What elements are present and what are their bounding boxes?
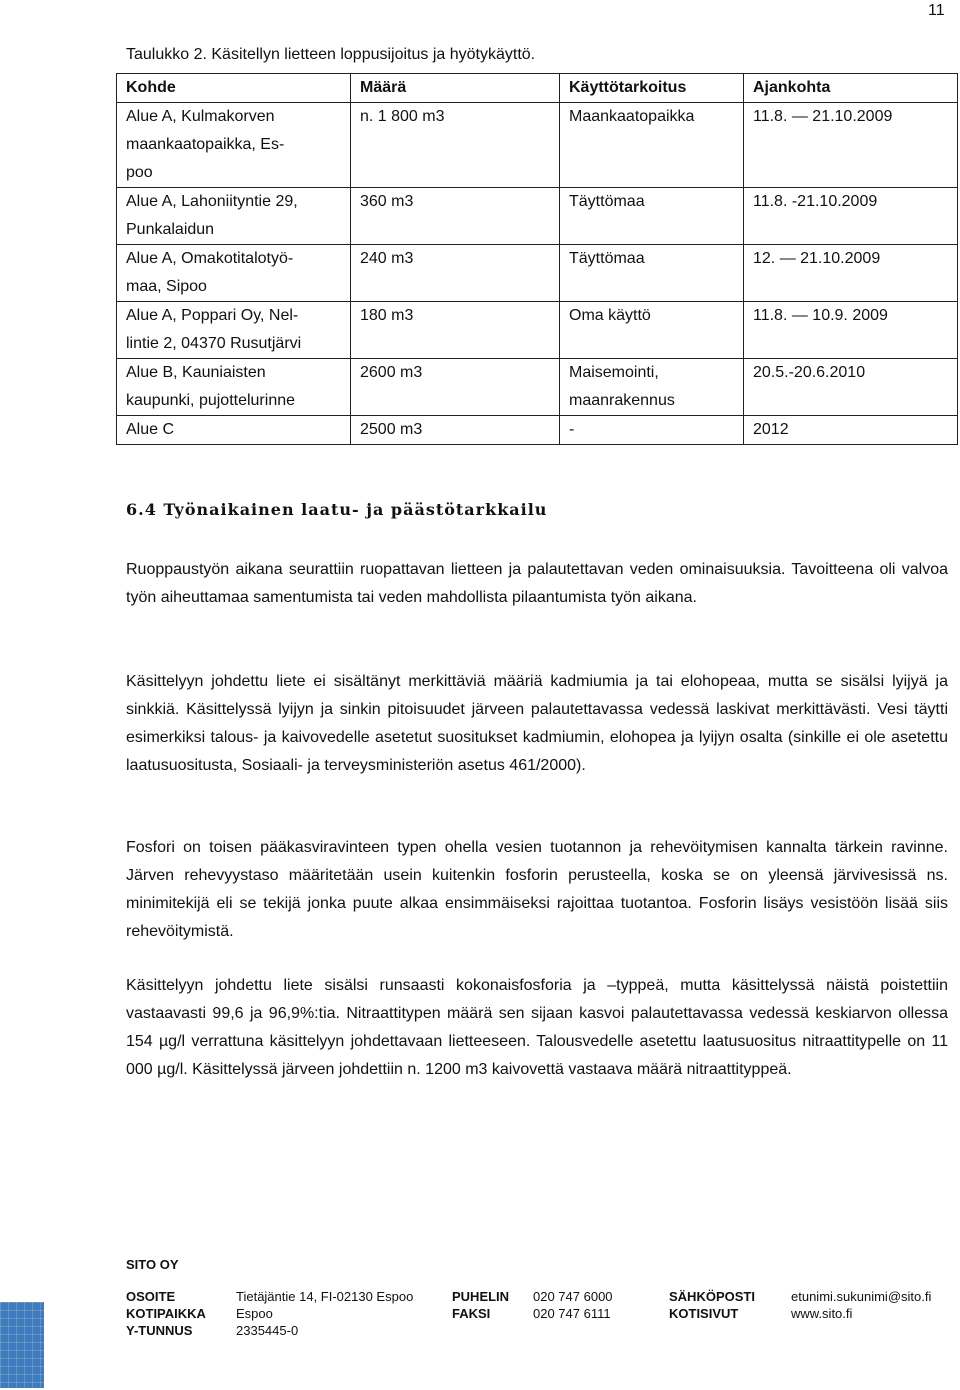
cell-kaytto	[560, 359, 744, 416]
cell-kohde	[117, 103, 351, 188]
header-maara: Määrä	[351, 74, 560, 103]
cell-line: maankaatopaikka, Es-	[126, 136, 285, 153]
cell-maara: 2500 m3	[351, 416, 560, 445]
cell-line: Alue B, Kauniaisten	[126, 364, 266, 381]
cell-line: Maisemointi,	[569, 364, 659, 381]
cell-ajankohta: 11.8. -21.10.2009	[744, 188, 958, 245]
table-row	[117, 245, 958, 302]
table-header-row	[117, 74, 958, 103]
footer-label: OSOITE	[126, 1289, 176, 1304]
cell-line: Alue A, Kulmakorven	[126, 108, 275, 125]
footer-labels-phone	[452, 1288, 509, 1322]
footer-fax: 020 747 6111	[533, 1306, 611, 1321]
cell-line: Alue A, Poppari Oy, Nel-	[126, 307, 299, 324]
cell-kaytto: -	[560, 416, 744, 445]
cell-kohde	[117, 359, 351, 416]
footer-address: Tietäjäntie 14, FI-02130 Espoo	[236, 1289, 414, 1304]
cell-line: maanrakennus	[569, 392, 675, 409]
cell-ajankohta: 2012	[744, 416, 958, 445]
section-heading: 6.4 Työnaikainen laatu- ja päästötarkkailu	[126, 500, 548, 519]
cell-line: Punkalaidun	[126, 221, 215, 238]
cell-line: poo	[126, 164, 153, 181]
page-number: 11	[928, 2, 945, 19]
cell-ajankohta: 11.8. — 10.9. 2009	[744, 302, 958, 359]
cell-line: maa, Sipoo	[126, 278, 207, 295]
cell-line: Alue A, Lahoniityntie 29,	[126, 193, 298, 210]
cell-line: Alue A, Omakotitalotyö-	[126, 250, 294, 267]
cell-kohde	[117, 188, 351, 245]
footer-logo-graphic	[0, 1302, 44, 1388]
table-row	[117, 416, 958, 445]
table-row	[117, 188, 958, 245]
footer-values-phone	[533, 1288, 613, 1322]
header-ajankohta: Ajankohta	[744, 74, 958, 103]
sludge-disposal-table	[116, 73, 958, 445]
footer-label: FAKSI	[452, 1306, 491, 1321]
cell-kaytto: Maankaatopaikka	[560, 103, 744, 188]
table-row	[117, 103, 958, 188]
cell-kaytto: Täyttömaa	[560, 245, 744, 302]
header-kayttotarkoitus: Käyttötarkoitus	[560, 74, 744, 103]
cell-maara: 360 m3	[351, 188, 560, 245]
cell-ajankohta: 20.5.-20.6.2010	[744, 359, 958, 416]
paragraph: Ruoppaustyön aikana seurattiin ruopattavan lietteen ja palautettavan veden ominaisuuksia. Tavoitteena oli valvoa työn aiheuttamaa samentumista tai veden mahdollista pilaantumista työn aikana.	[126, 561, 948, 606]
table-row	[117, 359, 958, 416]
cell-ajankohta: 11.8. — 21.10.2009	[744, 103, 958, 188]
footer-label: Y-TUNNUS	[126, 1323, 193, 1338]
footer-label: KOTISIVUT	[669, 1306, 739, 1321]
paragraph: Käsittelyyn johdettu liete sisälsi runsaasti kokonaisfosforia ja –typpeä, mutta käsittelyssä näistä poistettiin vastaavasti 99,6 ja 96,9%:tia. Nitraattitypen määrä sen sijaan kasvoi palautettavassa vedessä keskiarvon ollessa 154 µg/l verrattuna käsittelyyn johdettavaan lietteeseen. Talousvedelle asetettu laatusuositus nitraattitypelle on 11 000 µg/l. Käsittelyssä järveen johdettiin n. 1200 m3 kaivovettä vastaava määrä nitraattityppeä.	[126, 977, 948, 1078]
footer-labels-address	[126, 1288, 206, 1339]
footer-label: KOTIPAIKKA	[126, 1306, 206, 1321]
cell-maara: 180 m3	[351, 302, 560, 359]
paragraph: Käsittelyyn johdettu liete ei sisältänyt merkittäviä määriä kadmiumia ja tai elohopeaa, mutta se sisälsi lyijyä ja sinkkiä. Käsittelyssä lyijyn ja sinkin pitoisuudet järveen palautettavassa vedessä laskivat merkittävästi. Vesi täytti esimerkiksi talous- ja kaivovedelle asetetut suositukset kadmiumin, elohopea ja lyijyn osalta (sinkille ei ole asetettu laatusuositusta, Sosiaali- ja terveysministeriön asetus 461/2000).	[126, 673, 948, 774]
footer-label: SÄHKÖPOSTI	[669, 1289, 755, 1304]
footer-business-id: 2335445-0	[236, 1323, 299, 1338]
footer-company: SITO OY	[126, 1257, 179, 1272]
footer-values-address	[236, 1288, 413, 1339]
footer-email[interactable]: etunimi.sukunimi@sito.fi	[791, 1289, 932, 1304]
cell-kohde	[117, 302, 351, 359]
footer-phone: 020 747 6000	[533, 1289, 613, 1304]
cell-maara: 240 m3	[351, 245, 560, 302]
cell-kaytto: Oma käyttö	[560, 302, 744, 359]
paragraph: Fosfori on toisen pääkasviravinteen typen ohella vesien tuotannon ja rehevöitymisen kannalta tärkein ravinne. Järven rehevyystaso määritetään usein kuitenkin fosforin perusteella, koska se on yleensä järvivesissä ns. minimitekijä eli se tekijä jonka puute alkaa ensimmäiseksi rajoittaa tuotantoa. Fosforin lisäys vesistöön lisää siis rehevöitymistä.	[126, 839, 948, 940]
cell-ajankohta: 12. — 21.10.2009	[744, 245, 958, 302]
cell-line: kaupunki, pujottelurinne	[126, 392, 296, 409]
footer-labels-web	[669, 1288, 755, 1322]
footer-values-web	[791, 1288, 931, 1322]
header-kohde: Kohde	[117, 74, 351, 103]
cell-line: lintie 2, 04370 Rusutjärvi	[126, 335, 302, 352]
table-caption: Taulukko 2. Käsitellyn lietteen loppusijoitus ja hyötykäyttö.	[126, 46, 536, 63]
cell-kohde: Alue C	[117, 416, 351, 445]
footer-domicile: Espoo	[236, 1306, 273, 1321]
cell-kaytto: Täyttömaa	[560, 188, 744, 245]
cell-kohde	[117, 245, 351, 302]
cell-maara: 2600 m3	[351, 359, 560, 416]
footer-website[interactable]: www.sito.fi	[791, 1306, 853, 1321]
table-row	[117, 302, 958, 359]
cell-maara: n. 1 800 m3	[351, 103, 560, 188]
footer-label: PUHELIN	[452, 1289, 510, 1304]
